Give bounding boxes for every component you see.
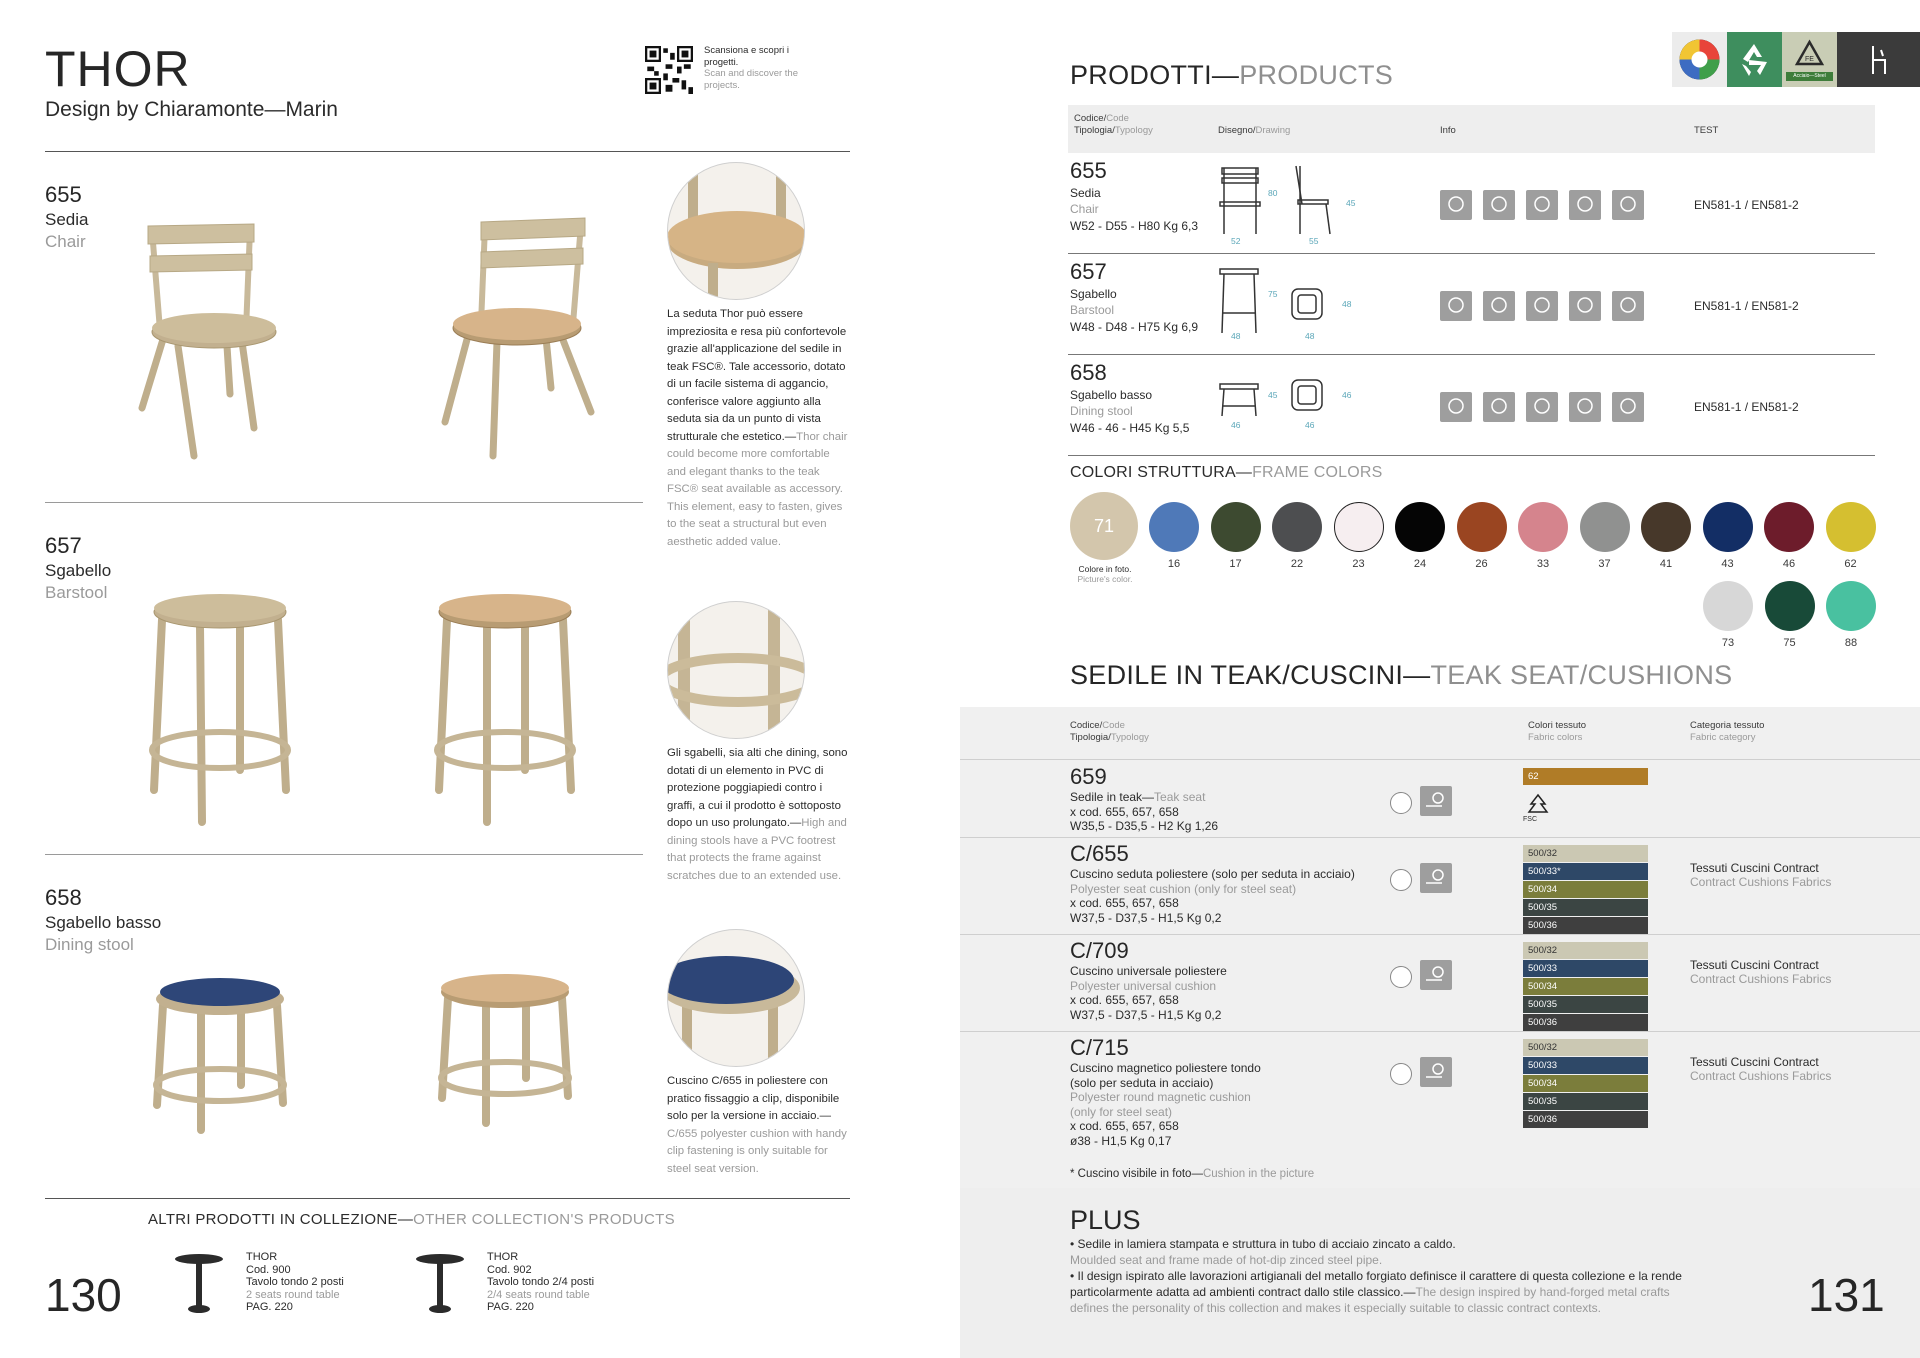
seat-line: Cuscino magnetico poliestere tondo	[1070, 1061, 1261, 1075]
seat-line: ø38 - H1,5 Kg 0,17	[1070, 1133, 1172, 1148]
row-typology-it: Sgabello basso	[1070, 388, 1153, 402]
drawing-dim-label: 45	[1346, 198, 1356, 208]
products-table-header	[1068, 105, 1875, 153]
detail-footrest-text: Gli sgabelli, sia alti che dining, sono dotati di un elemento in PVC di protezione poggiapiedi contro i graffi, a cui il prodotto è sottoposto dopo un uso prolungato.—High and dining stools have a PVC footrest that protects the frame against scratches due to an extended use.	[667, 747, 848, 882]
color-swatch-26[interactable]	[1457, 502, 1507, 552]
fabric-swatch-50035[interactable]: 500/35	[1523, 899, 1648, 916]
seat-shape-icon	[1440, 190, 1472, 220]
color-swatch-label: 73	[1721, 637, 1735, 649]
test-standard: EN581-1 / EN581-2	[1694, 299, 1799, 313]
load-200kg-icon	[1526, 190, 1558, 220]
stacking-icon	[1483, 190, 1515, 220]
fabric-swatch-50032[interactable]: 500/32	[1523, 1039, 1648, 1056]
color-swatch-label: 17	[1229, 558, 1242, 570]
seat-th-fabric-colors: Colori tessuto Fabric colors	[1528, 720, 1587, 743]
row-typology-it: Sgabello	[1070, 287, 1117, 301]
drawing-dim-label: 46	[1231, 420, 1241, 430]
seat-th-fabric-category: Categoria tessuto Fabric category	[1690, 720, 1765, 743]
detail-teak-seat-image	[667, 162, 805, 300]
color-swatch-71-label: 71	[1093, 516, 1115, 536]
products-section-title: PRODOTTI—PRODUCTS	[1070, 60, 1394, 90]
color-swatch-label: 41	[1659, 558, 1673, 570]
row-code: 658	[1070, 360, 1107, 385]
color-wheel-icon	[1672, 32, 1727, 87]
seat-line: Polyester universal cushion	[1070, 978, 1217, 993]
seat-row-divider	[960, 837, 1920, 838]
color-swatch-label: 33	[1536, 558, 1550, 570]
fabric-swatch-50036[interactable]: 500/36	[1523, 1014, 1648, 1031]
test-standard: EN581-1 / EN581-2	[1694, 400, 1799, 414]
row-dimensions: W46 - 46 - H45 Kg 5,5	[1070, 421, 1190, 435]
color-swatch-23[interactable]	[1334, 502, 1384, 552]
color-swatch-43[interactable]	[1703, 502, 1753, 552]
page-number-right: 131	[1808, 1269, 1885, 1321]
stacking-icon	[1483, 291, 1515, 321]
color-swatch-62[interactable]	[1826, 502, 1876, 552]
drawing-dim-label: 75	[1268, 289, 1278, 299]
fabric-swatch-50035[interactable]: 500/35	[1523, 1093, 1648, 1110]
seat-row-divider	[960, 934, 1920, 935]
load-200kg-icon	[1526, 291, 1558, 321]
color-swatch-37[interactable]	[1580, 502, 1630, 552]
color-swatch-label: 43	[1721, 558, 1734, 570]
fabric-swatch-50033[interactable]: 500/33	[1523, 960, 1648, 977]
product-row-655	[1070, 158, 1198, 233]
seat-code: C/709	[1070, 938, 1129, 963]
drawing-dim-label: 46	[1305, 420, 1315, 430]
row-typology-en: Dining stool	[1070, 404, 1133, 418]
seat-line: x cod. 655, 657, 658	[1070, 1119, 1179, 1133]
fabric-swatch-50032[interactable]: 500/32	[1523, 942, 1648, 959]
qr-code-icon[interactable]	[645, 46, 693, 94]
drawing-dim-label: 48	[1305, 331, 1315, 341]
seat-line: x cod. 655, 657, 658	[1070, 993, 1179, 1007]
plus-line-4: particolarmente adatta ad ambienti contract dallo stile classico.—The design inspired by hand-forged metal crafts	[1070, 1285, 1670, 1299]
th-code-typology: Codice/Code Tipologia/Typology	[1074, 113, 1153, 136]
drawing-dim-label: 55	[1309, 236, 1319, 246]
color-swatch-46[interactable]	[1764, 502, 1814, 552]
color-swatch-73[interactable]	[1703, 581, 1753, 631]
collection-title: THOR	[45, 41, 191, 97]
weather-resistance-icon	[1420, 1057, 1452, 1087]
designer-subtitle: Design by Chiaramonte—Marin	[45, 98, 338, 121]
picture-color-caption: Colore in foto. Picture's color.	[1077, 564, 1133, 584]
color-swatch-16[interactable]	[1149, 502, 1199, 552]
th-test: TEST	[1694, 125, 1719, 136]
seat-code: C/715	[1070, 1035, 1129, 1060]
color-swatch-label: 46	[1782, 558, 1796, 570]
color-swatch-33[interactable]	[1518, 502, 1568, 552]
table-902-icon	[414, 1253, 466, 1315]
product-label-655: 655 Sedia Chair	[45, 182, 89, 251]
seat-line: Cuscino seduta poliestere (solo per seduta in acciaio)	[1070, 867, 1355, 881]
row-typology-en: Chair	[1070, 202, 1099, 216]
fabric-swatch-50034[interactable]: 500/34	[1523, 1075, 1648, 1092]
weather-resistance-icon	[1569, 291, 1601, 321]
test-standard: EN581-1 / EN581-2	[1694, 198, 1799, 212]
drawing-dim-label: 48	[1231, 331, 1241, 341]
color-swatch-24[interactable]	[1395, 502, 1445, 552]
seat-code: 659	[1070, 764, 1107, 789]
page-number-left: 130	[45, 1269, 122, 1321]
stool-658-teak-image	[430, 968, 580, 1128]
fabric-category: Tessuti Cuscini Contract Contract Cushions Fabrics	[1690, 1055, 1832, 1083]
table-900-icon	[173, 1253, 225, 1315]
color-swatch-label: 24	[1413, 558, 1427, 570]
chair-655-steel-image	[130, 218, 320, 470]
weather-resistance-icon	[1569, 190, 1601, 220]
seat-th-code-typology: Codice/Code Tipologia/Typology	[1070, 720, 1149, 743]
barstool-657-teak-image	[425, 590, 585, 830]
drawing-658	[1218, 366, 1368, 446]
fabric-swatch-50035[interactable]: 500/35	[1523, 996, 1648, 1013]
fabric-swatch-50033[interactable]: 500/33	[1523, 1057, 1648, 1074]
fabric-swatch-50036[interactable]: 500/36	[1523, 1111, 1648, 1128]
color-swatch-label: 75	[1783, 637, 1796, 649]
drawing-dim-label: 52	[1231, 236, 1241, 246]
fsc-label: FSC	[1523, 816, 1537, 823]
contract-badge	[1837, 32, 1920, 87]
detail-cushion-text: Cuscino C/655 in poliestere con pratico fissaggio a clip, disponibile solo per la versione in acciaio.—C/655 polyester cushion with handy clip fastening is only suitable for steel seat version.	[667, 1075, 847, 1175]
row-typology-it: Sedia	[1070, 186, 1101, 200]
seat-shape-icon	[1390, 966, 1412, 988]
product-label-657: 657 Sgabello Barstool	[45, 533, 112, 602]
fabric-swatch-50036[interactable]: 500/36	[1523, 917, 1648, 934]
seat-line: (solo per seduta in acciaio)	[1070, 1075, 1214, 1090]
weather-resistance-icon	[1420, 960, 1452, 990]
row-dimensions: W48 - D48 - H75 Kg 6,9	[1070, 320, 1199, 334]
row-dimensions: W52 - D55 - H80 Kg 6,3	[1070, 219, 1199, 233]
svg-text:FE: FE	[1805, 56, 1814, 63]
color-wheel-badge	[1672, 32, 1727, 87]
color-swatch-label: 88	[1844, 637, 1858, 649]
seat-code: C/655	[1070, 841, 1129, 866]
load-200kg-icon	[1526, 392, 1558, 422]
th-drawing: Disegno/Drawing	[1218, 125, 1291, 136]
weather-resistance-icon	[1420, 863, 1452, 893]
color-swatch-label: 26	[1475, 558, 1488, 570]
drawing-dim-label: 48	[1342, 299, 1352, 309]
seat-line: W37,5 - D37,5 - H1,5 Kg 0,2	[1070, 910, 1222, 925]
plus-line-2: Moulded seat and frame made of hot-dip zinced steel pipe.	[1070, 1253, 1383, 1267]
fabric-category: Tessuti Cuscini Contract Contract Cushions Fabrics	[1690, 958, 1832, 986]
plus-line-1: • Sedile in lamiera stampata e struttura in tubo di acciaio zincato a caldo.	[1070, 1237, 1456, 1251]
fabric-swatch-50033[interactable]: 500/33*	[1523, 863, 1648, 880]
fabric-swatch-50034[interactable]: 500/34	[1523, 978, 1648, 995]
fabric-swatch-62[interactable]: 62	[1523, 768, 1648, 785]
th-info: Info	[1440, 125, 1456, 136]
recycle-icon	[1727, 32, 1782, 87]
stability-test-icon	[1612, 392, 1644, 422]
other-product-902[interactable]: THOR Cod. 902 Tavolo tondo 2/4 posti 2/4 seats round table PAG. 220	[487, 1251, 595, 1313]
color-swatch-label: 23	[1352, 558, 1365, 570]
color-swatch-label: 22	[1290, 558, 1304, 570]
fabric-swatch-50032[interactable]: 500/32	[1523, 845, 1648, 862]
detail-teak-seat-text: La seduta Thor può essere impreziosita e resa più confortevole grazie all'applicazione del sedile in teak FSC®. Tale accessorio, dotato di un facile sistema di aggancio, conferisce valore aggiunto alla seduta sia da un punto di vista strutturale che estetico.—Thor chair could become more comfortable and elegant thanks to the teak FSC® seat available as accessory. This element, easy to fasten, gives to the seat a structural but even aesthetic added value.	[667, 308, 848, 548]
weather-resistance-icon	[1420, 786, 1452, 816]
seat-line: Polyester seat cushion (only for steel seat)	[1070, 881, 1297, 896]
drawing-dim-label: 80	[1268, 188, 1278, 198]
recycle-badge	[1727, 32, 1782, 87]
seat-shape-icon	[1390, 869, 1412, 891]
recyclable-steel-badge	[1782, 32, 1837, 87]
plus-title: PLUS	[1070, 1205, 1141, 1235]
plus-line-5: defines the personality of this collection and makes it especially suitable to classic contract contexts.	[1070, 1301, 1601, 1315]
drawing-dim-label: 45	[1268, 390, 1278, 400]
seat-line: W35,5 - D35,5 - H2 Kg 1,26	[1070, 819, 1219, 833]
other-product-900[interactable]: THOR Cod. 900 Tavolo tondo 2 posti 2 seats round table PAG. 220	[246, 1251, 344, 1313]
barstool-657-steel-image	[140, 590, 300, 830]
color-swatch-label: 16	[1167, 558, 1181, 570]
seat-line: W37,5 - D37,5 - H1,5 Kg 0,2	[1070, 1007, 1222, 1022]
row-code: 657	[1070, 259, 1107, 284]
seat-shape-icon	[1440, 392, 1472, 422]
plus-text	[1070, 1236, 1730, 1316]
seat-shape-icon	[1440, 291, 1472, 321]
cushion-note: * Cuscino visibile in foto—Cushion in the picture	[1070, 1168, 1315, 1180]
color-swatch-label: 62	[1844, 558, 1857, 570]
qr-caption: Scansiona e scopri i progetti. Scan and discover the projects.	[704, 45, 799, 91]
seat-section-title: SEDILE IN TEAK/CUSCINI—TEAK SEAT/CUSHIONS	[1070, 660, 1733, 690]
fabric-swatch-50034[interactable]: 500/34	[1523, 881, 1648, 898]
fabric-category: Tessuti Cuscini Contract Contract Cushions Fabrics	[1690, 861, 1832, 889]
color-swatch-75[interactable]	[1765, 581, 1815, 631]
contract-icon	[1837, 32, 1920, 87]
product-row-657	[1070, 259, 1198, 334]
seat-shape-icon	[1390, 1063, 1412, 1085]
seat-row-C-715	[1070, 1035, 1490, 1148]
color-swatch-22[interactable]	[1272, 502, 1322, 552]
seat-line: Sedile in teak—Teak seat	[1070, 790, 1206, 804]
seat-row-divider	[960, 1031, 1920, 1032]
chair-655-teak-image	[425, 212, 615, 464]
seat-line: Cuscino universale poliestere	[1070, 964, 1227, 978]
stool-658-cushion-image	[145, 975, 295, 1135]
color-swatch-88[interactable]	[1826, 581, 1876, 631]
product-row-658	[1070, 360, 1189, 435]
product-label-658: 658 Sgabello basso Dining stool	[45, 885, 162, 954]
plus-line-3: • Il design ispirato alle lavorazioni artigianali del metallo forgiato definisce il carattere di questa collezione e la rende	[1070, 1269, 1682, 1283]
color-swatch-41[interactable]	[1641, 502, 1691, 552]
drawing-dim-label: 46	[1342, 390, 1352, 400]
seat-line: x cod. 655, 657, 658	[1070, 896, 1179, 910]
stability-test-icon	[1612, 190, 1644, 220]
seat-line: Polyester round magnetic cushion	[1070, 1090, 1251, 1104]
stability-test-icon	[1612, 291, 1644, 321]
steel-badge-label: Acciaio—Steel	[1793, 73, 1826, 79]
frame-colors-title: COLORI STRUTTURA—FRAME COLORS	[1070, 464, 1383, 481]
detail-footrest-image	[667, 601, 805, 739]
detail-cushion-image	[667, 929, 805, 1067]
color-swatch-17[interactable]	[1211, 502, 1261, 552]
color-swatch-label: 37	[1598, 558, 1611, 570]
seat-line: x cod. 655, 657, 658	[1070, 804, 1179, 819]
stacking-icon	[1483, 392, 1515, 422]
row-typology-en: Barstool	[1070, 303, 1115, 317]
weather-resistance-icon	[1569, 392, 1601, 422]
seat-shape-icon	[1390, 792, 1412, 814]
other-products-title: ALTRI PRODOTTI IN COLLEZIONE—OTHER COLLECTION'S PRODUCTS	[148, 1211, 675, 1228]
seat-line: (only for steel seat)	[1070, 1104, 1173, 1119]
row-code: 655	[1070, 158, 1107, 183]
